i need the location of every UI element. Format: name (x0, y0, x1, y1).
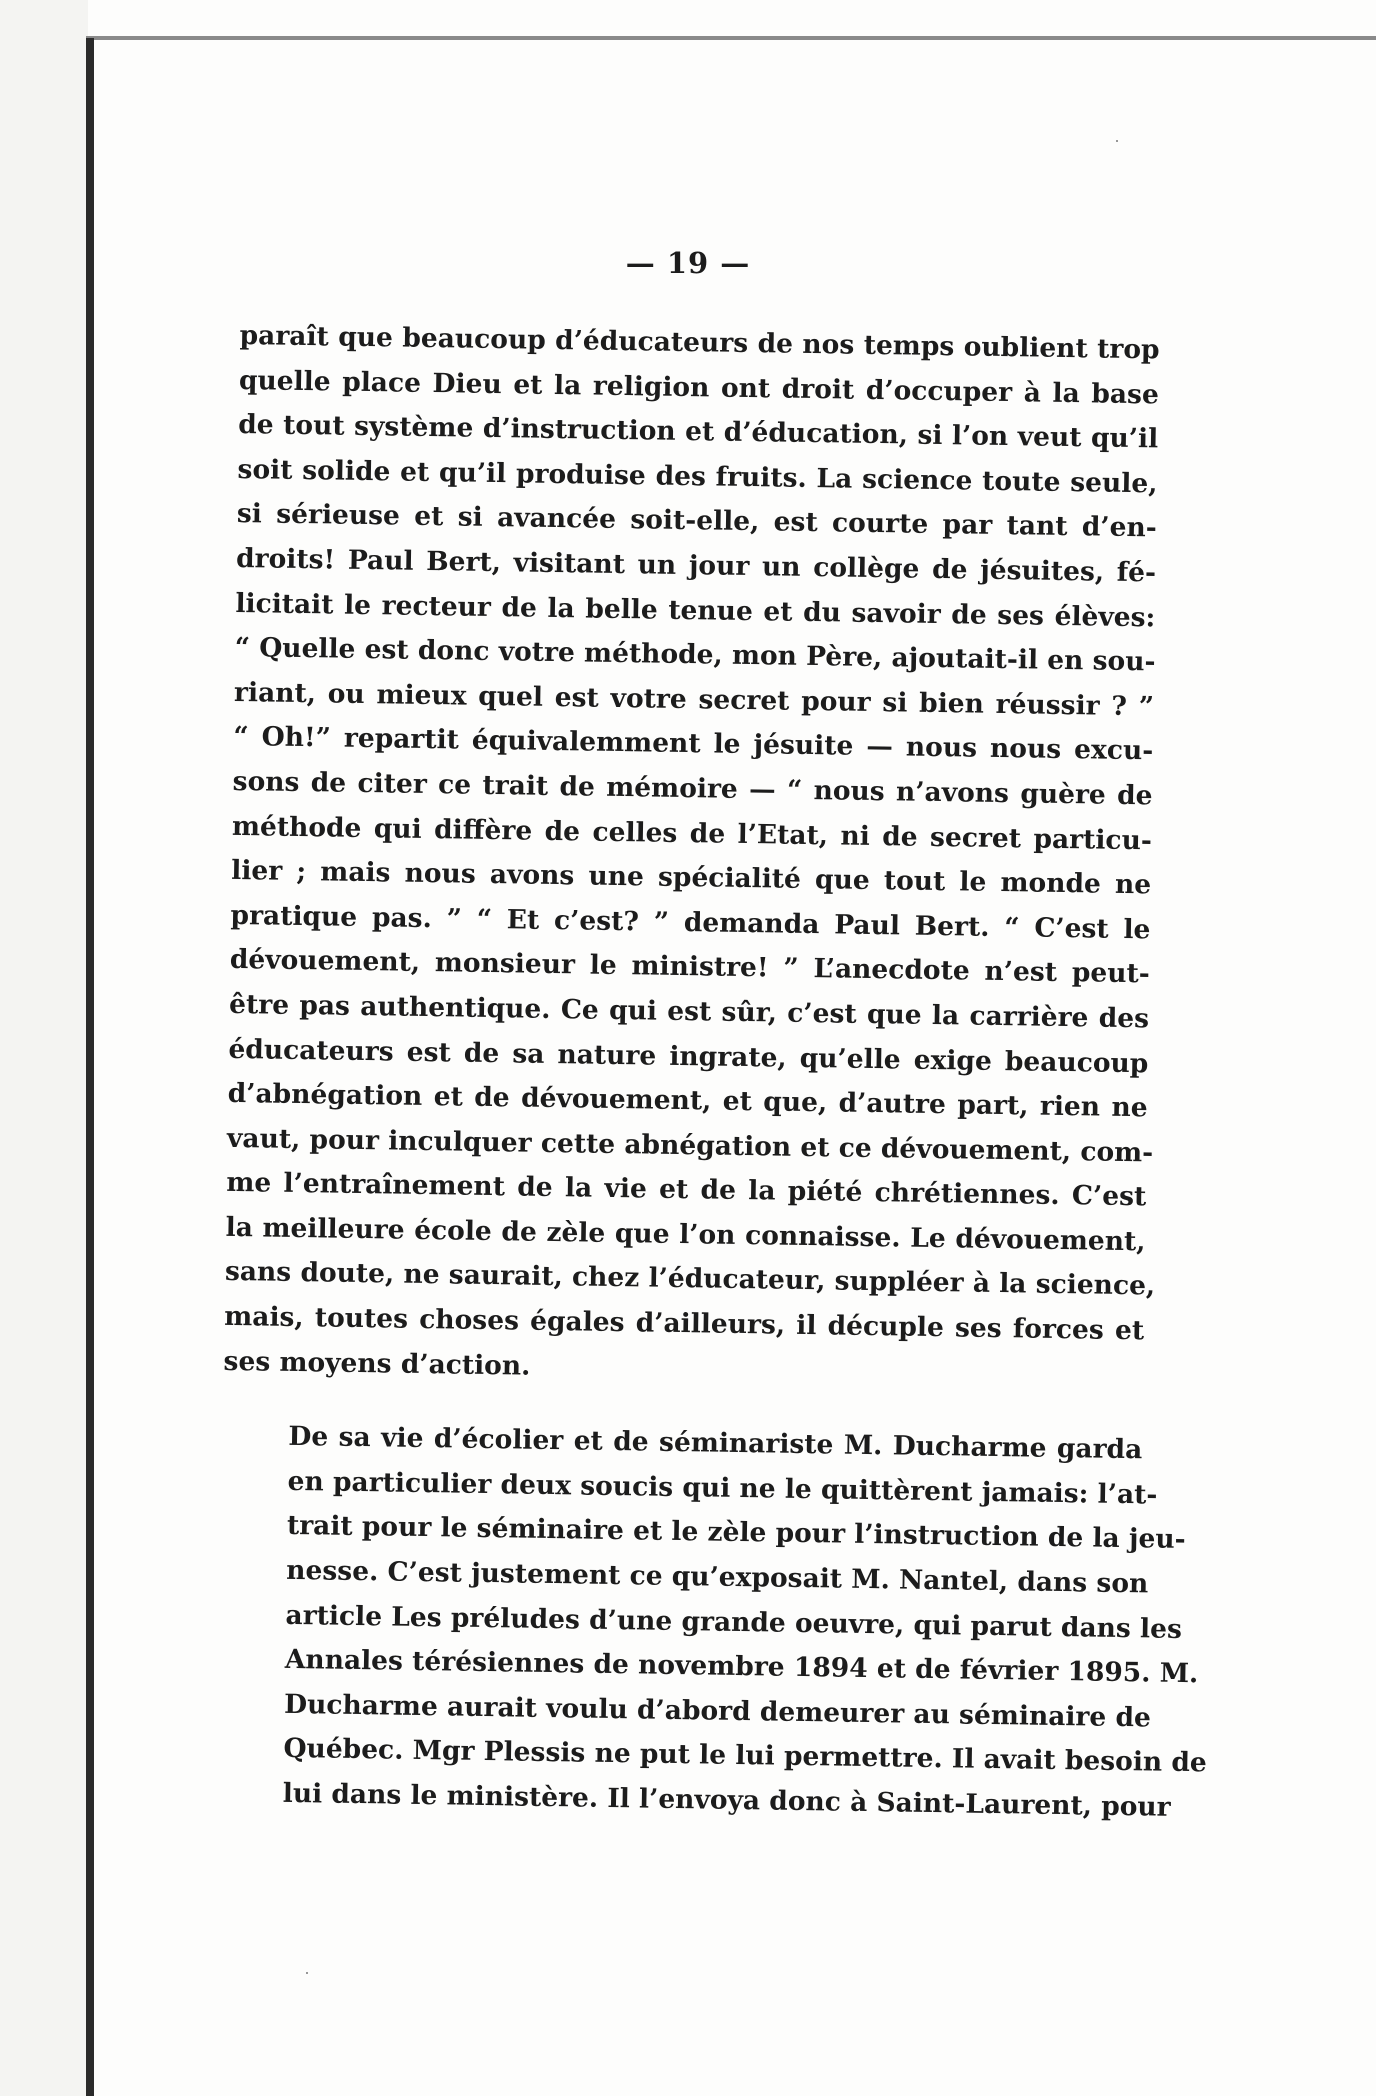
text-line: nesse. C’est justement ce qu’exposait M. Nantel, dans son (286, 1554, 1149, 1600)
text-line: éducateurs est de sa nature ingrate, qu’elle exige beaucoup (228, 1033, 1149, 1079)
text-line: “ Oh!” repartit équivalemment le jésuite — nous nous excu- (233, 721, 1154, 767)
left-margin (0, 0, 88, 2096)
text-line: d’abnégation et de dévouement, et que, d’autre part, rien ne (227, 1077, 1148, 1124)
text-line: quelle place Dieu et la religion ont droit d’occuper à la base (238, 364, 1160, 411)
text-line: riant, ou mieux quel est votre secret pour si bien réussir ? ” (233, 676, 1155, 723)
text-line: la meilleure école de zèle que l’on connaisse. Le dévouement, (225, 1211, 1146, 1258)
text-line: de tout système d’instruction et d’éducation, si l’on veut qu’il (238, 409, 1159, 455)
text-line: Annales térésiennes de novembre 1894 et de février 1895. M. (284, 1644, 1199, 1690)
text-line: vaut, pour inculquer cette abnégation et ce dévouement, com- (226, 1122, 1154, 1169)
text-line: si sérieuse et si avancée soit-elle, est courte par tant d’en- (236, 498, 1157, 544)
text-line: De sa vie d’écolier et de séminariste M. Ducharme garda (288, 1421, 1143, 1466)
text-line: article Les préludes d’une grande oeuvre, qui parut dans les (285, 1599, 1183, 1645)
text-line: Ducharme aurait voulu d’abord demeurer au séminaire de (283, 1688, 1152, 1734)
text-line: être pas authentique. Ce qui est sûr, c’est que la carrière des (228, 988, 1150, 1035)
text-line: me l’entraînement de la vie et de la piété chrétiennes. C’est (226, 1167, 1147, 1213)
body-text (216, 314, 1208, 1830)
text-line: lui dans le ministère. Il l’envoya donc à Saint-Laurent, pour (282, 1777, 1171, 1823)
page-top-edge (86, 36, 1376, 40)
paragraph-1 (223, 314, 1160, 1399)
text-line: en particulier deux soucis qui ne le quittèrent jamais: l’at- (287, 1465, 1158, 1511)
text-line: sons de citer ce trait de mémoire — “ nous n’avons guère de (232, 765, 1153, 812)
scan-speck (306, 1972, 308, 1974)
text-line: Québec. Mgr Plessis ne put le lui permettre. Il avait besoin de (283, 1733, 1208, 1779)
scan-speck (1116, 140, 1118, 142)
text-line: licitait le recteur de la belle tenue et du savoir de ses élèves: (235, 587, 1156, 633)
text-line: ses moyens d’action. (223, 1345, 531, 1382)
text-line: trait pour le séminaire et le zèle pour l’instruction de la jeu- (286, 1510, 1186, 1556)
page-binding-edge (86, 38, 94, 2096)
page-number: — 19 — (625, 246, 751, 280)
text-line: dévouement, monsieur le ministre! ” L’anecdote n’est peut- (229, 944, 1150, 990)
text-line: soit solide et qu’il produise des fruits. La science toute seule, (237, 453, 1158, 500)
paragraph-2 (216, 1414, 1208, 1830)
text-line: droits! Paul Bert, visitant un jour un collège de jésuites, fé- (235, 542, 1157, 589)
text-line: paraît que beaucoup d’éducateurs de nos temps oublient trop (239, 319, 1160, 366)
text-line: lier ; mais nous avons une spécialité que tout le monde ne (231, 855, 1152, 901)
text-line: “ Quelle est donc votre méthode, mon Père, ajoutait-il en sou- (234, 632, 1156, 678)
text-line: mais, toutes choses égales d’ailleurs, il décuple ses forces et (224, 1300, 1145, 1347)
text-line: pratique pas. ” “ Et c’est? ” demanda Paul Bert. “ C’est le (230, 899, 1151, 946)
text-line: méthode qui diffère de celles de l’Etat, ni de secret particu- (231, 810, 1153, 856)
text-line: sans doute, ne saurait, chez l’éducateur, suppléer à la science, (224, 1256, 1156, 1302)
